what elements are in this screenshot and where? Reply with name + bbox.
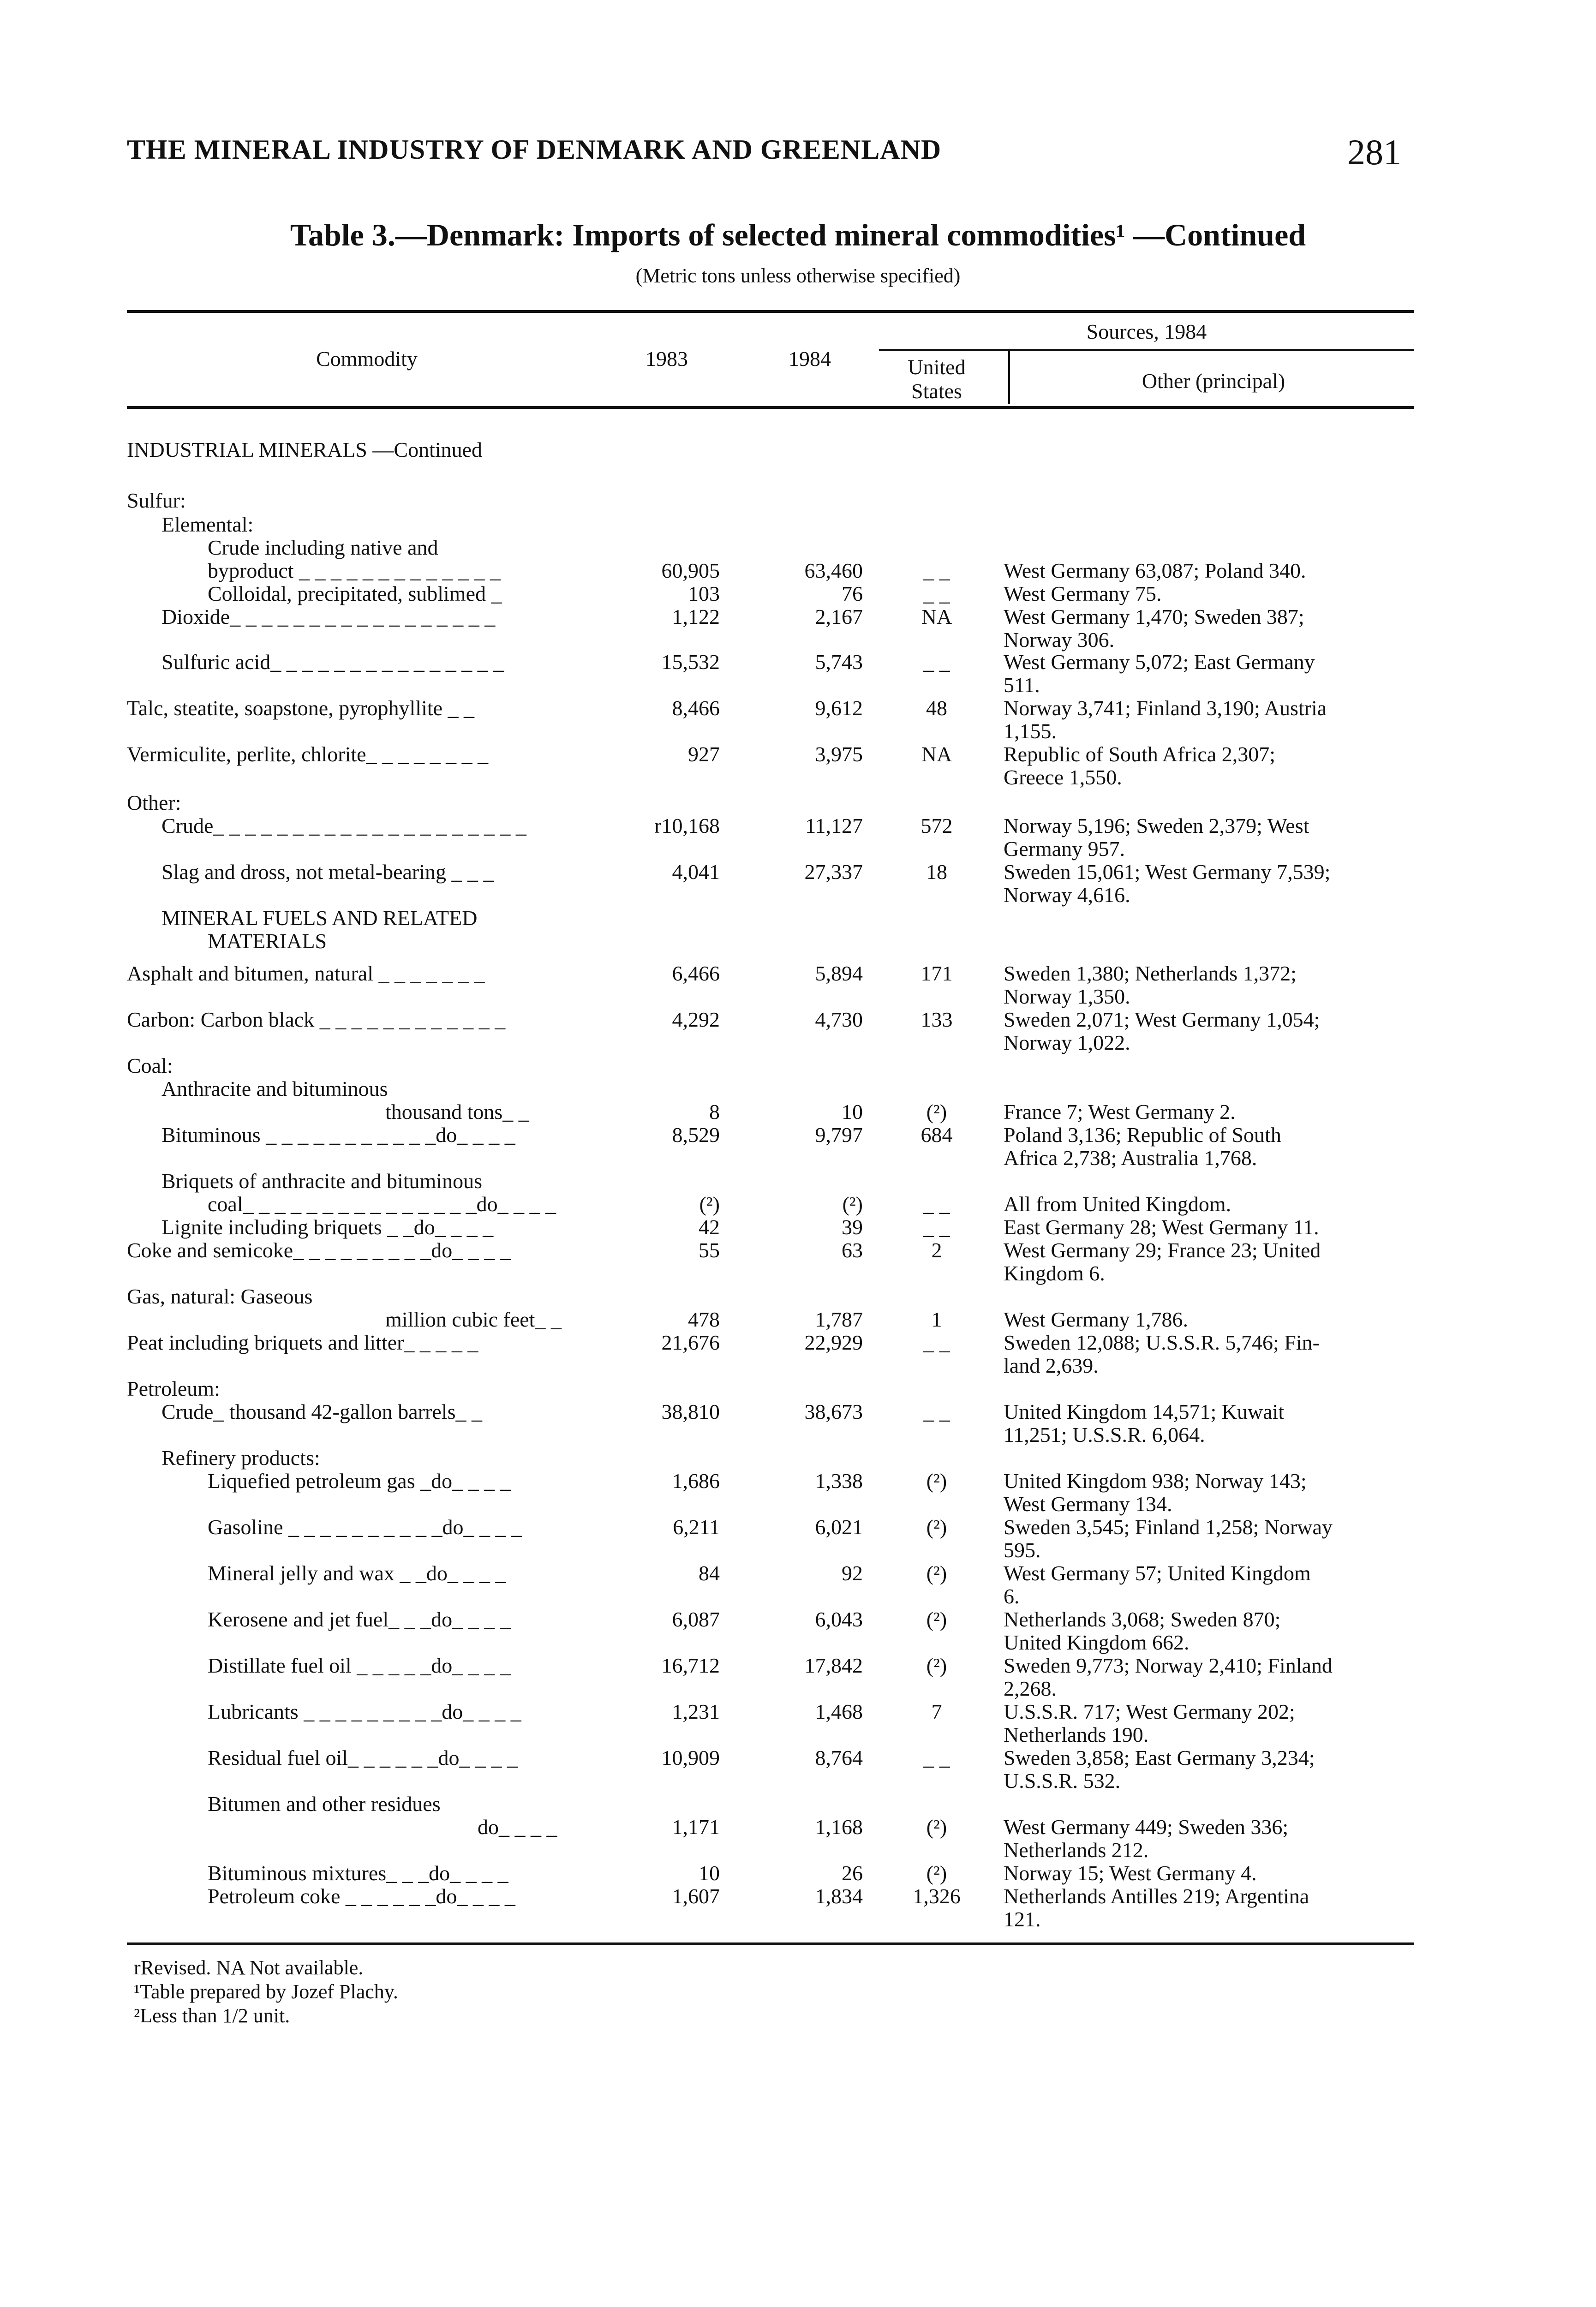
commodity-label: Elemental: [161, 513, 254, 536]
value-united-states: 18 [926, 860, 947, 884]
value-1984: 5,894 [815, 962, 863, 985]
sources-rule [879, 349, 1414, 351]
value-united-states: 2 [931, 1238, 942, 1262]
value-united-states: NA [921, 605, 952, 628]
other-sources: West Germany 1,786. [1004, 1308, 1188, 1331]
value-1983: 1,686 [672, 1469, 720, 1493]
commodity-label: Gas, natural: Gaseous [127, 1285, 313, 1308]
other-sources: Netherlands Antilles 219; Argentina 121. [1004, 1884, 1309, 1931]
value-1984: 1,338 [815, 1469, 863, 1493]
other-sources: West Germany 29; France 23; United Kingdom 6. [1004, 1238, 1321, 1285]
value-united-states: _ _ [923, 582, 950, 605]
value-united-states: 7 [931, 1700, 942, 1723]
value-1983: 1,607 [672, 1884, 720, 1908]
value-1983: 478 [688, 1308, 720, 1331]
commodity-label: Peat including briquets and litter_ _ _ _ _ [127, 1331, 478, 1354]
value-1983: 1,122 [672, 605, 720, 628]
commodity-label: Briquets of anthracite and bituminous [161, 1169, 482, 1193]
other-sources: West Germany 57; United Kingdom 6. [1004, 1561, 1311, 1608]
value-united-states: (²) [926, 1515, 947, 1539]
footnote: ²Less than 1/2 unit. [134, 2004, 290, 2027]
value-1984: 5,743 [815, 650, 863, 674]
other-sources: Republic of South Africa 2,307; Greece 1,550. [1004, 742, 1275, 789]
commodity-label: Petroleum: [127, 1377, 220, 1400]
other-sources: United Kingdom 938; Norway 143; West Germany 134. [1004, 1469, 1307, 1516]
other-sources: Sweden 12,088; U.S.S.R. 5,746; Fin- land 2,639. [1004, 1331, 1320, 1377]
value-1984: 38,673 [804, 1400, 863, 1423]
value-united-states: _ _ [923, 1215, 950, 1239]
commodity-label: INDUSTRIAL MINERALS —Continued [127, 438, 483, 461]
value-united-states: (²) [926, 1861, 947, 1885]
commodity-label: Talc, steatite, soapstone, pyrophyllite _ _ [127, 696, 475, 720]
value-1983: (²) [699, 1192, 720, 1216]
value-1983: 1,231 [672, 1700, 720, 1723]
value-1983: 6,211 [673, 1515, 720, 1539]
table-subtitle: (Metric tons unless otherwise specified) [635, 264, 961, 287]
value-united-states: (²) [926, 1608, 947, 1631]
footnote: ¹Table prepared by Jozef Plachy. [134, 1980, 398, 2003]
value-1984: 1,787 [815, 1308, 863, 1331]
value-1983: r10,168 [654, 814, 720, 837]
value-1983: 8,529 [672, 1123, 720, 1147]
other-sources: West Germany 449; Sweden 336; Netherlands 212. [1004, 1815, 1289, 1862]
commodity-label: Sulfur: [127, 489, 186, 512]
value-1983: 55 [699, 1238, 720, 1262]
value-1983: 15,532 [661, 650, 720, 674]
value-united-states: 171 [921, 962, 953, 985]
value-united-states: 684 [921, 1123, 953, 1147]
value-1984: 1,168 [815, 1815, 863, 1839]
commodity-label: Bituminous mixtures_ _ _do_ _ _ _ [208, 1861, 508, 1885]
commodity-label: Distillate fuel oil _ _ _ _ _do_ _ _ _ [208, 1654, 511, 1677]
other-sources: Poland 3,136; Republic of South Africa 2,738; Australia 1,768. [1004, 1123, 1281, 1170]
value-1983: 60,905 [661, 559, 720, 582]
value-1983: 8,466 [672, 696, 720, 720]
value-1984: 1,834 [815, 1884, 863, 1908]
commodity-label: Liquefied petroleum gas _do_ _ _ _ [208, 1469, 511, 1493]
value-united-states: 1,326 [913, 1884, 961, 1908]
value-1983: 10 [699, 1861, 720, 1885]
value-united-states: (²) [926, 1469, 947, 1493]
value-united-states: _ _ [923, 1331, 950, 1354]
value-1983: 103 [688, 582, 720, 605]
value-1984: 92 [842, 1561, 863, 1585]
value-1984: 6,043 [815, 1608, 863, 1631]
page-number: 281 [1347, 132, 1401, 172]
commodity-label: Lubricants _ _ _ _ _ _ _ _ _do_ _ _ _ [208, 1700, 521, 1723]
value-united-states: (²) [926, 1561, 947, 1585]
header-divider [1008, 351, 1010, 404]
header-bottom-rule [127, 406, 1414, 409]
commodity-label: Other: [127, 791, 181, 814]
commodity-label: Vermiculite, perlite, chlorite_ _ _ _ _ _ _ _ [127, 742, 489, 766]
value-1984: 2,167 [815, 605, 863, 628]
table-bottom-rule [127, 1942, 1414, 1945]
commodity-label: Crude including native and [208, 536, 438, 559]
value-united-states: _ _ [923, 559, 950, 582]
commodity-label: Sulfuric acid_ _ _ _ _ _ _ _ _ _ _ _ _ _ _ [161, 650, 504, 674]
value-1983: 4,292 [672, 1008, 720, 1031]
value-1984: 9,797 [815, 1123, 863, 1147]
commodity-label: Refinery products: [161, 1446, 320, 1470]
value-1984: (²) [842, 1192, 863, 1216]
other-sources: West Germany 5,072; East Germany 511. [1004, 650, 1315, 697]
value-united-states: _ _ [923, 1746, 950, 1769]
value-1983: 16,712 [661, 1654, 720, 1677]
commodity-label: Gasoline _ _ _ _ _ _ _ _ _ _do_ _ _ _ [208, 1515, 522, 1539]
col-1984-header: 1984 [789, 347, 831, 371]
value-1984: 39 [842, 1215, 863, 1239]
value-united-states: 48 [926, 696, 947, 720]
commodity-label: Residual fuel oil_ _ _ _ _ _do_ _ _ _ [208, 1746, 518, 1769]
value-1984: 4,730 [815, 1008, 863, 1031]
value-1984: 76 [842, 582, 863, 605]
commodity-label: Slag and dross, not metal-bearing _ _ _ [161, 860, 494, 884]
value-1983: 1,171 [672, 1815, 720, 1839]
commodity-label: byproduct _ _ _ _ _ _ _ _ _ _ _ _ _ [208, 559, 501, 582]
commodity-label: Coke and semicoke_ _ _ _ _ _ _ _ _do_ _ _ _ [127, 1238, 511, 1262]
other-sources: United Kingdom 14,571; Kuwait 11,251; U.S.S.R. 6,064. [1004, 1400, 1285, 1446]
commodity-label: do_ _ _ _ [478, 1815, 557, 1839]
value-1983: 21,676 [661, 1331, 720, 1354]
other-sources: U.S.S.R. 717; West Germany 202; Netherlands 190. [1004, 1700, 1295, 1746]
value-united-states: _ _ [923, 1400, 950, 1423]
col-united-states-header: United States [908, 355, 966, 403]
commodity-label: MINERAL FUELS AND RELATED [161, 906, 478, 930]
commodity-label: thousand tons_ _ [385, 1100, 529, 1124]
commodity-label: Dioxide_ _ _ _ _ _ _ _ _ _ _ _ _ _ _ _ _ [161, 605, 496, 628]
other-sources: Sweden 1,380; Netherlands 1,372; Norway 1,350. [1004, 962, 1297, 1008]
other-sources: Sweden 15,061; West Germany 7,539; Norway 4,616. [1004, 860, 1331, 907]
commodity-label: coal_ _ _ _ _ _ _ _ _ _ _ _ _ _ _do_ _ _ _ [208, 1192, 556, 1216]
value-1984: 3,975 [815, 742, 863, 766]
value-united-states: (²) [926, 1815, 947, 1839]
value-united-states: (²) [926, 1100, 947, 1124]
col-1983-header: 1983 [646, 347, 688, 371]
table-top-rule [127, 310, 1414, 313]
value-united-states: NA [921, 742, 952, 766]
value-1984: 10 [842, 1100, 863, 1124]
other-sources: Sweden 9,773; Norway 2,410; Finland 2,268. [1004, 1654, 1333, 1700]
footnote: rRevised. NA Not available. [134, 1956, 364, 1979]
other-sources: Sweden 2,071; West Germany 1,054; Norway 1,022. [1004, 1008, 1320, 1054]
value-1984: 6,021 [815, 1515, 863, 1539]
value-1984: 8,764 [815, 1746, 863, 1769]
other-sources: West Germany 75. [1004, 582, 1162, 605]
commodity-label: Carbon: Carbon black _ _ _ _ _ _ _ _ _ _ _ _ [127, 1008, 506, 1031]
value-united-states: (²) [926, 1654, 947, 1677]
commodity-label: Bitumen and other residues [208, 1792, 441, 1816]
other-sources: Norway 5,196; Sweden 2,379; West Germany 957. [1004, 814, 1309, 861]
value-1983: 84 [699, 1561, 720, 1585]
value-1984: 9,612 [815, 696, 863, 720]
value-1983: 10,909 [661, 1746, 720, 1769]
value-united-states: 1 [931, 1308, 942, 1331]
other-sources: Sweden 3,858; East Germany 3,234; U.S.S.R. 532. [1004, 1746, 1315, 1793]
value-1984: 11,127 [805, 814, 863, 837]
value-united-states: _ _ [923, 1192, 950, 1216]
value-1983: 6,466 [672, 962, 720, 985]
commodity-label: Coal: [127, 1054, 173, 1077]
commodity-label: MATERIALS [208, 929, 327, 953]
col-sources-header: Sources, 1984 [1086, 320, 1207, 343]
commodity-label: Bituminous _ _ _ _ _ _ _ _ _ _ _do_ _ _ _ [161, 1123, 515, 1147]
other-sources: East Germany 28; West Germany 11. [1004, 1215, 1319, 1239]
other-sources: France 7; West Germany 2. [1004, 1100, 1236, 1124]
value-1984: 63,460 [804, 559, 863, 582]
commodity-label: million cubic feet_ _ [385, 1308, 562, 1331]
commodity-label: Crude_ _ _ _ _ _ _ _ _ _ _ _ _ _ _ _ _ _ _ _ [161, 814, 526, 837]
commodity-label: Mineral jelly and wax _ _do_ _ _ _ [208, 1561, 506, 1585]
col-commodity-header: Commodity [316, 347, 418, 371]
commodity-label: Petroleum coke _ _ _ _ _ _do_ _ _ _ [208, 1884, 515, 1908]
commodity-label: Crude_ thousand 42-gallon barrels_ _ [161, 1400, 482, 1423]
commodity-label: Anthracite and bituminous [161, 1077, 388, 1100]
value-1983: 927 [688, 742, 720, 766]
value-united-states: _ _ [923, 650, 950, 674]
other-sources: West Germany 63,087; Poland 340. [1004, 559, 1306, 582]
value-1984: 63 [842, 1238, 863, 1262]
commodity-label: Colloidal, precipitated, sublimed _ [208, 582, 502, 605]
other-sources: All from United Kingdom. [1004, 1192, 1231, 1216]
other-sources: Norway 3,741; Finland 3,190; Austria 1,155. [1004, 696, 1327, 743]
other-sources: Norway 15; West Germany 4. [1004, 1861, 1257, 1885]
table-title: Table 3.—Denmark: Imports of selected mineral commodities¹ —Continued [290, 217, 1306, 252]
commodity-label: Lignite including briquets _ _do_ _ _ _ [161, 1215, 494, 1239]
other-sources: West Germany 1,470; Sweden 387; Norway 306. [1004, 605, 1304, 651]
value-1984: 26 [842, 1861, 863, 1885]
value-1983: 4,041 [672, 860, 720, 884]
commodity-label: Asphalt and bitumen, natural _ _ _ _ _ _ _ [127, 962, 485, 985]
value-1984: 17,842 [804, 1654, 863, 1677]
running-header: THE MINERAL INDUSTRY OF DENMARK AND GREENLAND [127, 134, 942, 165]
value-1983: 8 [709, 1100, 720, 1124]
value-1984: 22,929 [804, 1331, 863, 1354]
value-1984: 1,468 [815, 1700, 863, 1723]
value-united-states: 133 [921, 1008, 953, 1031]
other-sources: Netherlands 3,068; Sweden 870; United Kingdom 662. [1004, 1608, 1281, 1654]
value-1983: 6,087 [672, 1608, 720, 1631]
value-1983: 42 [699, 1215, 720, 1239]
value-1983: 38,810 [661, 1400, 720, 1423]
value-united-states: 572 [921, 814, 953, 837]
commodity-label: Kerosene and jet fuel_ _ _do_ _ _ _ [208, 1608, 511, 1631]
other-sources: Sweden 3,545; Finland 1,258; Norway 595. [1004, 1515, 1333, 1562]
col-other-header: Other (principal) [1142, 369, 1285, 393]
value-1984: 27,337 [804, 860, 863, 884]
